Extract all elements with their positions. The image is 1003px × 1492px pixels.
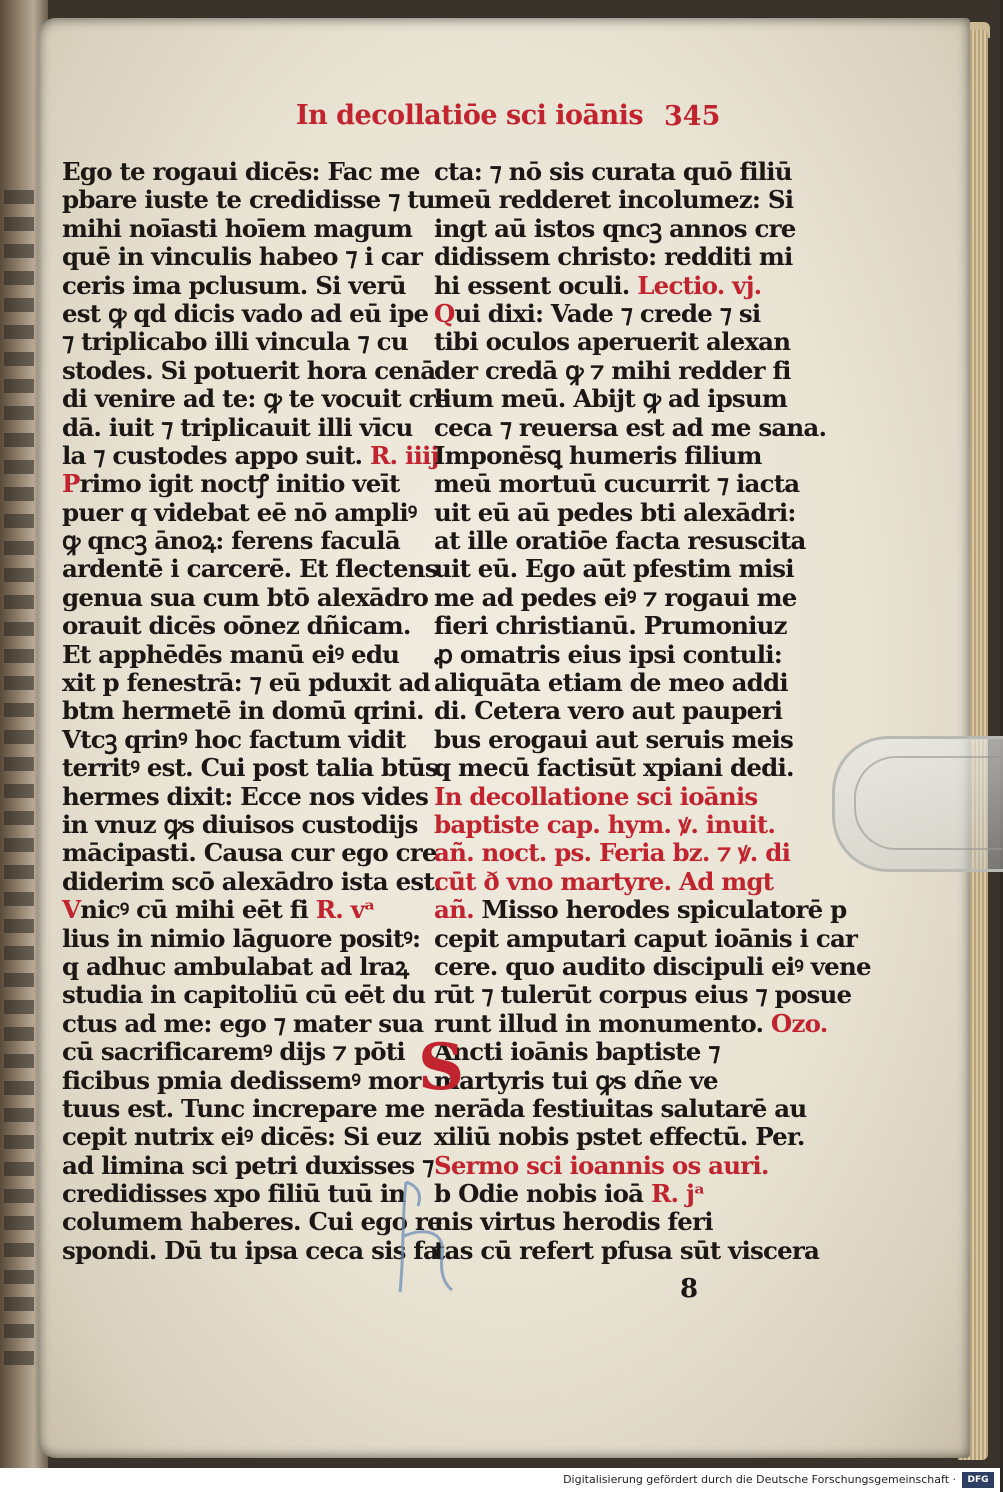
text-line: [62, 1122, 422, 1152]
line-text: genua sua cum btō alexādro: [62, 582, 429, 612]
text-line: [434, 497, 796, 527]
line-text: ficibus pmia dedissemꝰ mor: [62, 1065, 421, 1095]
line-text: tuus est. Tunc increpare me: [62, 1093, 425, 1123]
line-text: studia in capitoliū cū eēt du: [62, 980, 426, 1010]
rubricated-initial: Q: [434, 298, 455, 328]
line-text: territꝰ est. Cui post talia btūs: [62, 753, 438, 783]
rubricated-initial: V: [62, 895, 81, 925]
text-line: [434, 554, 794, 584]
rubric-lead: añ.: [434, 895, 474, 925]
text-line: [434, 783, 778, 811]
line-text: quē in vinculis habeo ⁊ i car: [62, 242, 423, 272]
line-text: columem haberes. Cui ego re: [62, 1207, 442, 1237]
line-text: hi essent oculi.: [434, 270, 630, 300]
line-text: ceris ima pclusum. Si verū: [62, 270, 406, 300]
line-text: ceca ⁊ reuersa est ad me sana.: [434, 412, 827, 442]
footer-bar: [0, 1468, 1000, 1492]
line-text: mihi noīasti hoīem magum: [62, 213, 413, 243]
text-line: [434, 185, 794, 215]
line-text: q adhuc ambulabat ad lraꝝ: [62, 951, 409, 981]
text-line: [62, 1093, 425, 1123]
running-head: In decollatiōe sci ioānis: [296, 100, 644, 131]
text-line: [434, 1208, 778, 1236]
decorated-initial-letter: S: [418, 1030, 465, 1105]
text-line: [62, 414, 418, 442]
line-text: cere. quo audito discipuli eiꝰ vene: [434, 951, 871, 981]
line-text: est ꝙ qd dicis vado ad eū ipe: [62, 298, 429, 328]
text-line: [62, 1207, 442, 1237]
text-line: [434, 272, 778, 300]
text-line: [62, 242, 423, 272]
line-text: at ille oratiōe facta resuscita: [434, 526, 806, 556]
line-text: nicꝰ cū mihi eēt fi: [80, 895, 308, 925]
text-line: [434, 696, 783, 726]
text-line: [62, 499, 418, 527]
line-text: Odie nobis ioā: [450, 1179, 644, 1209]
line-text: ad limina sci petri duxisses ⁊: [62, 1150, 434, 1180]
line-text: Sermo sci ioannis os auri.: [434, 1150, 769, 1180]
text-line: [62, 328, 418, 356]
text-line: [62, 1065, 421, 1095]
text-line: [434, 300, 778, 328]
text-line: [62, 641, 418, 669]
signature-mark: 8: [680, 1274, 699, 1304]
funding-credit: Digitalisierung gefördert durch die Deutsche Forschungsgemeinschaft ·: [563, 1473, 956, 1486]
page-clip-inner: [854, 756, 1002, 850]
text-line: [434, 582, 797, 612]
line-text: nis virtus herodis feri: [434, 1207, 713, 1237]
text-line: [434, 526, 806, 556]
text-line: [62, 696, 424, 726]
line-text: ctus ad me: ego ⁊ mater sua: [62, 1008, 424, 1038]
line-text: ui dixi: Vade ⁊ crede ⁊ si: [454, 298, 761, 328]
text-line: [62, 896, 418, 924]
line-text: ꝓ omatris eius ipsi contuli:: [434, 639, 783, 669]
rubricated-initial: P: [62, 469, 80, 499]
folio-number: 345: [664, 101, 721, 132]
text-line: [434, 1067, 778, 1095]
line-text: runt illud in monumento.: [434, 1008, 764, 1038]
line-text: tas cū refert pfusa sūt viscera: [434, 1235, 820, 1265]
text-line: [62, 811, 418, 839]
line-text: bus erogaui aut seruis meis: [434, 724, 794, 754]
text-line: [434, 611, 787, 641]
text-line: [434, 384, 788, 414]
line-text: Ancti ioānis baptiste ⁊: [434, 1037, 720, 1067]
text-line: [434, 1008, 828, 1038]
text-line: [62, 527, 418, 555]
line-text: rimo igit noctꝭ initio veīt: [79, 469, 400, 499]
line-text: fieri christianū. Prumoniuz: [434, 611, 787, 641]
text-line: [62, 726, 418, 754]
text-line: [434, 838, 791, 868]
line-text: me ad pedes eiꝰ ⁊ rogaui me: [434, 582, 797, 612]
line-text: diderim scō alexādro ista est.: [62, 866, 442, 896]
text-line: [62, 866, 442, 896]
text-line: [62, 355, 436, 385]
text-line: [62, 668, 430, 698]
text-line: [62, 554, 438, 584]
text-line: [62, 470, 418, 498]
text-line: [62, 384, 450, 414]
text-line: [434, 811, 778, 839]
rubric-marker: R. vᵃ: [307, 895, 375, 925]
rubric-marker: R. jᵃ: [643, 1179, 705, 1209]
line-text: ardentē i carcerē. Et flectens: [62, 554, 438, 584]
lead-letter: b: [434, 1179, 451, 1209]
text-line: [434, 213, 796, 243]
text-line: [62, 582, 429, 612]
text-line: [434, 442, 778, 470]
text-line: [62, 440, 439, 470]
text-line: [434, 327, 791, 357]
line-text: uit eū. Ego aūt pfestim misi: [434, 554, 794, 584]
line-text: Imponēsꝗ humeris filium: [434, 440, 762, 470]
line-text: cta: ⁊ nō sis curata quō filiū: [434, 157, 792, 186]
rubric-marker: Ozo.: [763, 1008, 828, 1038]
line-text: hermes dixit: Ecce nos vides: [62, 781, 429, 811]
line-text: la ⁊ custodes appo suit.: [62, 440, 363, 470]
text-line: [62, 1235, 439, 1265]
text-line: [434, 1152, 778, 1180]
line-text: xit p fenestrā: ⁊ eū pduxit ad: [62, 668, 430, 698]
text-line: [62, 923, 421, 953]
line-text: martyris tui ꝙs dñe ve: [434, 1065, 718, 1095]
text-line: [434, 157, 792, 186]
line-text: Vtcꝫ qrinꝰ hoc factum vidit: [62, 724, 406, 754]
line-text: di venire ad te: ꝙ te vocuit cre: [62, 384, 450, 414]
text-line: [434, 895, 847, 925]
line-text: credidisses xpo filiū tuū in: [62, 1179, 406, 1209]
line-text: dā. iuit ⁊ triplicauit illi vīcu: [62, 412, 413, 442]
text-line: [434, 1093, 807, 1123]
text-line: [434, 242, 793, 272]
text-line: [434, 355, 791, 385]
text-line: [62, 980, 426, 1010]
line-text: orauit dicēs oōnez dñicam.: [62, 611, 411, 641]
text-line: [434, 639, 783, 669]
line-text: xiliū nobis pstet effectū. Per.: [434, 1122, 805, 1152]
line-text: cū sacrificaremꝰ dijs ⁊ pōti: [62, 1037, 405, 1067]
text-line: [62, 612, 418, 640]
line-text: lius in nimio lāguore positꝰ:: [62, 923, 421, 953]
text-line: [434, 724, 794, 754]
line-text: stodes. Si potuerit hora cenā: [62, 355, 436, 385]
line-text: mācipasti. Causa cur ego cre: [62, 838, 437, 868]
line-text: rūt ⁊ tulerūt corpus eius ⁊ posue: [434, 980, 852, 1010]
text-line: [434, 1180, 778, 1208]
line-text: di. Cetera vero aut pauperi: [434, 696, 783, 726]
line-text: Et apphēdēs manū eiꝰ edu: [62, 639, 400, 669]
line-text: pbare iuste te credidisse ⁊ tu: [62, 185, 435, 215]
dfg-logo[interactable]: DFG: [962, 1472, 994, 1488]
text-line: [434, 923, 858, 953]
line-text: baptiste cap. hym. ꝟ. inuit.: [434, 809, 776, 839]
text-line: [62, 753, 438, 783]
line-text: puer q videbat eē nō ampliꝰ: [62, 497, 417, 527]
line-text: tibi oculos aperuerit alexan: [434, 327, 791, 357]
line-text: nerāda festiuitas salutarē au: [434, 1093, 807, 1123]
right-text-column: [434, 157, 871, 1265]
line-text: lium meū. Abijt ꝙ ad ipsum: [434, 384, 788, 414]
left-text-column: [62, 157, 450, 1265]
text-line: [62, 838, 437, 868]
line-text: meū mortuū cucurrit ⁊ iacta: [434, 469, 800, 499]
line-text: Misso herodes spiculatorē p: [473, 895, 847, 925]
text-line: [434, 668, 788, 698]
rubric-marker: R. iiij: [362, 440, 439, 470]
text-line: [62, 185, 435, 215]
line-text: ꝙ qncꝫ ānoꝝ: ferens faculā: [62, 526, 400, 556]
line-text: cepit nutrix eiꝰ dicēs: Si euz: [62, 1122, 422, 1152]
line-text: spondi. Dū tu ipsa ceca sis fa: [62, 1235, 439, 1265]
text-line: [62, 1180, 418, 1208]
line-text: aliquāta etiam de meo addi: [434, 668, 788, 698]
text-line: [434, 469, 800, 499]
text-line: [62, 298, 429, 328]
text-line: [434, 412, 827, 442]
text-line: [62, 158, 418, 186]
rubric-marker: Lectio. vj.: [629, 270, 762, 300]
text-line: [434, 868, 778, 896]
line-text: meū redderet incolumez: Si: [434, 185, 794, 215]
line-text: ingt aū istos qncꝫ annos cre: [434, 213, 796, 243]
text-line: [62, 1008, 424, 1038]
line-text: in vnuz ꝙs diuisos custodijs: [62, 809, 418, 839]
text-line: [62, 215, 418, 243]
text-line: [434, 1235, 820, 1265]
text-line: [62, 1150, 434, 1180]
line-text: q mecū factisūt xpiani dedi.: [434, 753, 794, 783]
line-text: der credā ꝙ ⁊ mihi redder fi: [434, 355, 791, 385]
text-line: [434, 980, 852, 1010]
line-text: Ego te rogaui dicēs: Fac me: [62, 157, 420, 186]
line-text: ⁊ triplicabo illi vincula ⁊ cu: [62, 327, 408, 357]
line-text: cepit amputari caput ioānis i car: [434, 923, 858, 953]
line-text: uit eū aū pedes bti alexādri:: [434, 497, 796, 527]
text-line: [434, 753, 794, 783]
line-text: añ. noct. ps. Feria bz. ⁊ ꝟ. di: [434, 838, 791, 868]
text-line: [62, 953, 418, 981]
text-line: [434, 1038, 778, 1066]
text-line: [62, 781, 429, 811]
text-line: [62, 272, 418, 300]
line-text: btm hermetē in domū qrini.: [62, 696, 424, 726]
text-line: [434, 1122, 805, 1152]
text-line: [62, 1038, 418, 1066]
line-text: cūt ð vno martyre. Ad mgt: [434, 866, 774, 896]
line-text: In decollatione sci ioānis: [434, 781, 758, 811]
text-line: [434, 951, 871, 981]
line-text: didissem christo: redditi mi: [434, 242, 793, 272]
